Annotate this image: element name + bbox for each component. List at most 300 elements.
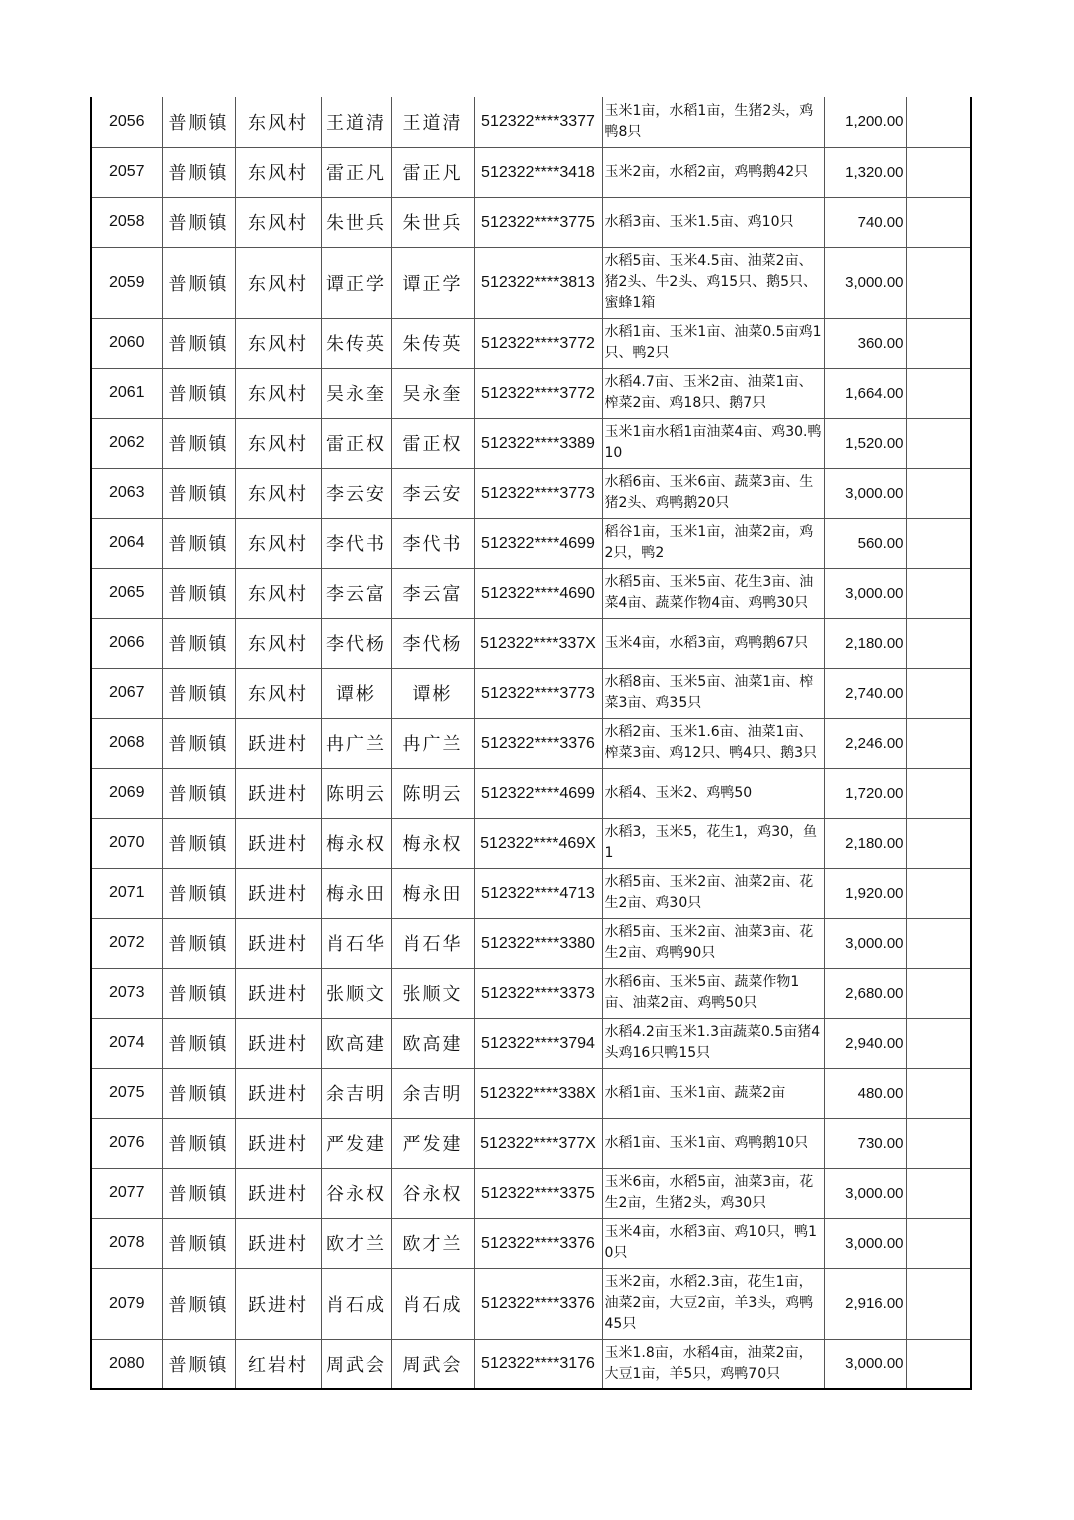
production-description-cell [602,518,824,568]
remark-cell [906,1068,971,1118]
production-description-text: 水稻5亩、玉米4.5亩、油菜2亩、猪2头、牛2头、鸡15只、鹅5只、蜜蜂1箱 [604,253,818,311]
row-number-cell: 2080 [91,1339,162,1389]
village-cell: 跃进村 [235,818,321,868]
production-description-text: 玉米4亩，水稻3亩、鸡10只，鸭10只 [604,1224,818,1261]
farmer-name-cell: 冉广兰 [321,718,391,768]
id-number-text: 512322****469X [480,834,596,852]
id-number-text: 512322****3376 [481,734,595,752]
row-number-cell: 2063 [91,468,162,518]
town-cell: 普顺镇 [162,1268,235,1339]
village-cell: 跃进村 [235,968,321,1018]
id-number-cell [474,868,602,918]
village-cell: 东风村 [235,97,321,147]
table-row [91,97,971,147]
payee-name-cell: 肖石成 [391,1268,474,1339]
remark-cell [906,1339,971,1389]
town-cell: 普顺镇 [162,1168,235,1218]
remark-cell [906,368,971,418]
payee-name-cell: 陈明云 [391,768,474,818]
production-description-cell [602,1118,824,1168]
id-number-text: 512322****4713 [481,884,595,902]
row-number-cell: 2057 [91,147,162,197]
farmer-name-cell: 朱世兵 [321,197,391,247]
payee-name-cell: 李云富 [391,568,474,618]
production-description-cell [602,1168,824,1218]
id-number-text: 512322****3373 [481,984,595,1002]
town-cell: 普顺镇 [162,868,235,918]
town-cell: 普顺镇 [162,368,235,418]
payee-name-cell: 肖石华 [391,918,474,968]
id-number-cell [474,147,602,197]
id-number-text: 512322****377X [480,1134,596,1152]
production-description-cell [602,1018,824,1068]
payee-name-cell: 欧才兰 [391,1218,474,1268]
amount-cell: 1,520.00 [824,418,906,468]
farmer-name-cell: 李云富 [321,568,391,618]
subsidy-table [90,97,972,1390]
table-row [91,1268,971,1339]
production-description-cell [602,318,824,368]
production-description-cell [602,1068,824,1118]
table-row [91,197,971,247]
farmer-name-cell: 欧才兰 [321,1218,391,1268]
table-row [91,868,971,918]
row-number-cell: 2061 [91,368,162,418]
production-description-text: 水稻6亩、玉米6亩、蔬菜3亩、生猪2头、鸡鸭鹅20只 [604,474,814,511]
remark-cell [906,968,971,1018]
farmer-name-cell: 严发建 [321,1118,391,1168]
id-number-text: 512322****3376 [481,1234,595,1252]
payee-name-cell: 李代书 [391,518,474,568]
row-number-cell: 2070 [91,818,162,868]
remark-cell [906,1268,971,1339]
payee-name-cell: 朱世兵 [391,197,474,247]
production-description-cell [602,368,824,418]
production-description-text: 稻谷1亩，玉米1亩，油菜2亩，鸡2只，鸭2 [604,524,814,561]
row-number-cell: 2071 [91,868,162,918]
town-cell: 普顺镇 [162,718,235,768]
farmer-name-cell: 王道清 [321,97,391,147]
id-number-text: 512322****4699 [481,784,595,802]
village-cell: 东风村 [235,518,321,568]
amount-cell: 730.00 [824,1118,906,1168]
row-number-cell: 2065 [91,568,162,618]
remark-cell [906,418,971,468]
production-description-text: 水稻5亩、玉米2亩、油菜2亩、花生2亩、鸡30只 [604,874,814,911]
table-row [91,468,971,518]
id-number-cell [474,1268,602,1339]
table-row [91,1168,971,1218]
row-number-cell: 2076 [91,1118,162,1168]
town-cell: 普顺镇 [162,818,235,868]
row-number-cell: 2073 [91,968,162,1018]
row-number-cell: 2077 [91,1168,162,1218]
amount-cell: 740.00 [824,197,906,247]
table-row [91,668,971,718]
table-row [91,418,971,468]
town-cell: 普顺镇 [162,97,235,147]
id-number-text: 512322****3772 [481,334,595,352]
production-description-cell [602,197,824,247]
amount-cell: 3,000.00 [824,1168,906,1218]
farmer-name-cell: 李代书 [321,518,391,568]
row-number-cell: 2067 [91,668,162,718]
payee-name-cell: 谭正学 [391,247,474,318]
row-number-cell: 2058 [91,197,162,247]
row-number-cell: 2056 [91,97,162,147]
id-number-text: 512322****3773 [481,684,595,702]
farmer-name-cell: 欧高建 [321,1018,391,1068]
amount-cell: 1,320.00 [824,147,906,197]
amount-cell: 3,000.00 [824,247,906,318]
amount-cell: 2,940.00 [824,1018,906,1068]
table-row [91,718,971,768]
amount-cell: 3,000.00 [824,468,906,518]
amount-cell: 2,916.00 [824,1268,906,1339]
id-number-text: 512322****337X [480,634,596,652]
id-number-cell [474,318,602,368]
production-description-text: 玉米1.8亩，水稻4亩，油菜2亩，大豆1亩，羊5只，鸡鸭70只 [604,1344,813,1382]
production-description-text: 玉米4亩，水稻3亩，鸡鸭鹅67只 [604,634,809,651]
farmer-name-cell: 谷永权 [321,1168,391,1218]
town-cell: 普顺镇 [162,668,235,718]
id-number-text: 512322****4690 [481,584,595,602]
amount-cell: 1,200.00 [824,97,906,147]
farmer-name-cell: 雷正凡 [321,147,391,197]
village-cell: 东风村 [235,147,321,197]
town-cell: 普顺镇 [162,618,235,668]
id-number-text: 512322****3176 [481,1355,595,1373]
production-description-text: 玉米1亩，水稻1亩，生猪2头，鸡鸭8只 [604,102,814,140]
production-description-cell [602,418,824,468]
table-row [91,1118,971,1168]
remark-cell [906,918,971,968]
id-number-text: 512322****3813 [481,274,595,291]
village-cell: 东风村 [235,368,321,418]
production-description-text: 玉米2亩，水稻2.3亩，花生1亩，油菜2亩，大豆2亩，羊3头，鸡鸭45只 [604,1274,814,1332]
payee-name-cell: 张顺文 [391,968,474,1018]
table-row [91,147,971,197]
row-number-cell: 2074 [91,1018,162,1068]
payee-name-cell: 冉广兰 [391,718,474,768]
town-cell: 普顺镇 [162,468,235,518]
id-number-text: 512322****3775 [481,213,595,231]
remark-cell [906,518,971,568]
payee-name-cell: 雷正权 [391,418,474,468]
remark-cell [906,1118,971,1168]
id-number-cell [474,247,602,318]
table-row [91,1339,971,1389]
village-cell: 东风村 [235,318,321,368]
production-description-text: 水稻4.2亩玉米1.3亩蔬菜0.5亩猪4头鸡16只鸭15只 [604,1024,821,1061]
production-description-cell [602,618,824,668]
remark-cell [906,97,971,147]
remark-cell [906,1018,971,1068]
village-cell: 跃进村 [235,1218,321,1268]
id-number-text: 512322****3376 [481,1295,595,1312]
row-number-cell: 2079 [91,1268,162,1339]
remark-cell [906,468,971,518]
id-number-cell [474,197,602,247]
id-number-cell [474,368,602,418]
id-number-cell [474,468,602,518]
farmer-name-cell: 谭正学 [321,247,391,318]
table-row [91,568,971,618]
production-description-text: 水稻1亩、玉米1亩、蔬菜2亩 [604,1084,786,1101]
production-description-text: 水稻1亩、玉米1亩、鸡鸭鹅10只 [604,1134,809,1151]
table-row [91,368,971,418]
id-number-text: 512322****3389 [481,434,595,452]
id-number-cell [474,1339,602,1389]
payee-name-cell: 梅永权 [391,818,474,868]
id-number-text: 512322****4699 [481,534,595,552]
amount-cell: 2,246.00 [824,718,906,768]
payee-name-cell: 李代杨 [391,618,474,668]
amount-cell: 1,920.00 [824,868,906,918]
remark-cell [906,197,971,247]
id-number-cell [474,718,602,768]
village-cell: 东风村 [235,247,321,318]
village-cell: 跃进村 [235,1268,321,1339]
payee-name-cell: 谭彬 [391,668,474,718]
table-row [91,918,971,968]
town-cell: 普顺镇 [162,1018,235,1068]
town-cell: 普顺镇 [162,1218,235,1268]
id-number-cell [474,97,602,147]
production-description-text: 水稻4.7亩、玉米2亩、油菜1亩、榨菜2亩、鸡18只、鹅7只 [604,374,813,411]
id-number-text: 512322****3772 [481,384,595,402]
row-number-cell: 2062 [91,418,162,468]
production-description-cell [602,97,824,147]
table-body [91,97,971,1389]
amount-cell: 1,720.00 [824,768,906,818]
row-number-cell: 2068 [91,718,162,768]
id-number-text: 512322****3377 [481,113,595,131]
farmer-name-cell: 李代杨 [321,618,391,668]
production-description-cell [602,768,824,818]
id-number-text: 512322****3773 [481,484,595,502]
id-number-text: 512322****338X [480,1084,596,1102]
remark-cell [906,618,971,668]
row-number-cell: 2072 [91,918,162,968]
amount-cell: 2,180.00 [824,618,906,668]
payee-name-cell: 欧高建 [391,1018,474,1068]
town-cell: 普顺镇 [162,768,235,818]
farmer-name-cell: 雷正权 [321,418,391,468]
id-number-cell [474,418,602,468]
production-description-cell [602,668,824,718]
farmer-name-cell: 肖石华 [321,918,391,968]
amount-cell: 560.00 [824,518,906,568]
id-number-cell [474,768,602,818]
production-description-text: 水稻5亩、玉米5亩、花生3亩、油菜4亩、蔬菜作物4亩、鸡鸭30只 [604,574,814,611]
farmer-name-cell: 朱传英 [321,318,391,368]
farmer-name-cell: 余吉明 [321,1068,391,1118]
amount-cell: 3,000.00 [824,918,906,968]
amount-cell: 2,180.00 [824,818,906,868]
production-description-cell [602,147,824,197]
production-description-cell [602,247,824,318]
village-cell: 东风村 [235,468,321,518]
table-row [91,968,971,1018]
production-description-cell [602,718,824,768]
payee-name-cell: 李云安 [391,468,474,518]
remark-cell [906,768,971,818]
payee-name-cell: 朱传英 [391,318,474,368]
production-description-text: 水稻5亩、玉米2亩、油菜3亩、花生2亩、鸡鸭90只 [604,924,814,961]
production-description-text: 玉米1亩水稻1亩油菜4亩、鸡30.鸭10 [604,424,822,461]
town-cell: 普顺镇 [162,1118,235,1168]
id-number-cell [474,1168,602,1218]
production-description-cell [602,568,824,618]
id-number-cell [474,1218,602,1268]
table-row [91,1018,971,1068]
farmer-name-cell: 周武会 [321,1339,391,1389]
id-number-text: 512322****3375 [481,1184,595,1202]
amount-cell: 480.00 [824,1068,906,1118]
remark-cell [906,718,971,768]
amount-cell: 3,000.00 [824,1218,906,1268]
payee-name-cell: 谷永权 [391,1168,474,1218]
table-row [91,247,971,318]
village-cell: 跃进村 [235,1068,321,1118]
row-number-cell: 2064 [91,518,162,568]
id-number-cell [474,818,602,868]
village-cell: 东风村 [235,668,321,718]
farmer-name-cell: 梅永权 [321,818,391,868]
farmer-name-cell: 谭彬 [321,668,391,718]
village-cell: 跃进村 [235,1168,321,1218]
id-number-text: 512322****3794 [481,1034,595,1052]
production-description-text: 玉米6亩，水稻5亩，油菜3亩，花生2亩，生猪2头，鸡30只 [604,1174,814,1211]
table-row [91,518,971,568]
row-number-cell: 2069 [91,768,162,818]
village-cell: 跃进村 [235,1018,321,1068]
amount-cell: 3,000.00 [824,1339,906,1389]
table-row [91,768,971,818]
production-description-text: 水稻8亩、玉米5亩、油菜1亩、榨菜3亩、鸡35只 [604,674,814,711]
village-cell: 东风村 [235,618,321,668]
town-cell: 普顺镇 [162,247,235,318]
production-description-cell [602,468,824,518]
town-cell: 普顺镇 [162,418,235,468]
table-row [91,1218,971,1268]
farmer-name-cell: 梅永田 [321,868,391,918]
farmer-name-cell: 吴永奎 [321,368,391,418]
town-cell: 普顺镇 [162,568,235,618]
remark-cell [906,318,971,368]
payee-name-cell: 雷正凡 [391,147,474,197]
farmer-name-cell: 肖石成 [321,1268,391,1339]
farmer-name-cell: 张顺文 [321,968,391,1018]
farmer-name-cell: 李云安 [321,468,391,518]
amount-cell: 2,680.00 [824,968,906,1018]
table-row [91,618,971,668]
production-description-cell [602,1268,824,1339]
village-cell: 跃进村 [235,1118,321,1168]
amount-cell: 3,000.00 [824,568,906,618]
payee-name-cell: 王道清 [391,97,474,147]
town-cell: 普顺镇 [162,197,235,247]
production-description-text: 水稻2亩、玉米1.6亩、油菜1亩、榨菜3亩、鸡12只、鸭4只、鹅3只 [604,724,818,761]
production-description-cell [602,918,824,968]
remark-cell [906,1168,971,1218]
town-cell: 普顺镇 [162,518,235,568]
production-description-cell [602,1218,824,1268]
table-row [91,818,971,868]
row-number-cell: 2060 [91,318,162,368]
production-description-cell [602,868,824,918]
id-number-cell [474,918,602,968]
id-number-cell [474,518,602,568]
amount-cell: 2,740.00 [824,668,906,718]
row-number-cell: 2078 [91,1218,162,1268]
town-cell: 普顺镇 [162,1068,235,1118]
payee-name-cell: 严发建 [391,1118,474,1168]
production-description-cell [602,818,824,868]
payee-name-cell: 周武会 [391,1339,474,1389]
remark-cell [906,818,971,868]
town-cell: 普顺镇 [162,318,235,368]
payee-name-cell: 余吉明 [391,1068,474,1118]
town-cell: 普顺镇 [162,918,235,968]
town-cell: 普顺镇 [162,1339,235,1389]
id-number-text: 512322****3418 [481,163,595,181]
id-number-cell [474,668,602,718]
remark-cell [906,568,971,618]
production-description-text: 水稻6亩、玉米5亩、蔬菜作物1亩、油菜2亩、鸡鸭50只 [604,974,800,1011]
village-cell: 跃进村 [235,918,321,968]
id-number-cell [474,568,602,618]
production-description-cell [602,968,824,1018]
id-number-cell [474,968,602,1018]
payee-name-cell: 吴永奎 [391,368,474,418]
production-description-text: 水稻1亩、玉米1亩、油菜0.5亩鸡1只、鸭2只 [604,324,822,361]
village-cell: 东风村 [235,418,321,468]
remark-cell [906,247,971,318]
village-cell: 跃进村 [235,868,321,918]
table-row [91,318,971,368]
row-number-cell: 2075 [91,1068,162,1118]
payee-name-cell: 梅永田 [391,868,474,918]
village-cell: 跃进村 [235,718,321,768]
row-number-cell: 2066 [91,618,162,668]
village-cell: 东风村 [235,568,321,618]
production-description-cell [602,1339,824,1389]
production-description-text: 水稻3，玉米5，花生1，鸡30，鱼1 [604,824,818,861]
id-number-cell [474,1068,602,1118]
village-cell: 东风村 [235,197,321,247]
remark-cell [906,868,971,918]
amount-cell: 1,664.00 [824,368,906,418]
farmer-name-cell: 陈明云 [321,768,391,818]
amount-cell: 360.00 [824,318,906,368]
row-number-cell: 2059 [91,247,162,318]
production-description-text: 玉米2亩，水稻2亩，鸡鸭鹅42只 [604,163,809,180]
id-number-cell [474,1018,602,1068]
id-number-text: 512322****3380 [481,934,595,952]
id-number-cell [474,1118,602,1168]
remark-cell [906,668,971,718]
remark-cell [906,147,971,197]
town-cell: 普顺镇 [162,147,235,197]
town-cell: 普顺镇 [162,968,235,1018]
production-description-text: 水稻3亩、玉米1.5亩、鸡10只 [604,213,794,230]
village-cell: 跃进村 [235,768,321,818]
production-description-text: 水稻4、玉米2、鸡鸭50 [604,784,753,801]
village-cell: 红岩村 [235,1339,321,1389]
remark-cell [906,1218,971,1268]
